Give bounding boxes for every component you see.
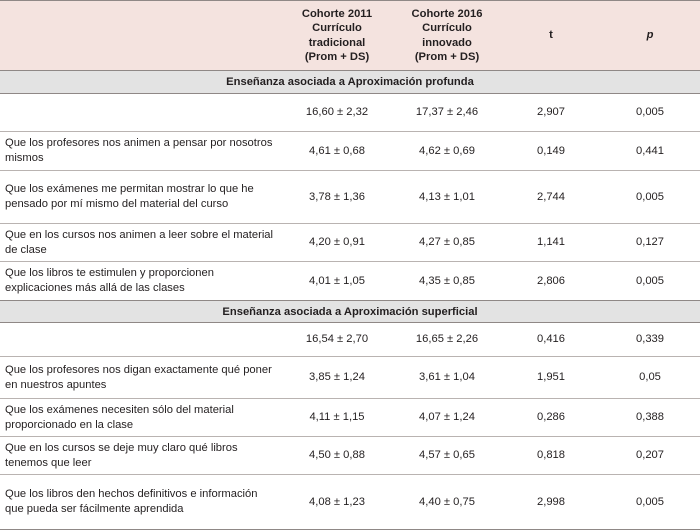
cell-p: 0,005 [636, 495, 664, 508]
cell-cohorte-2016: 16,65 ± 2,26 [415, 333, 479, 345]
cell-cohorte-2011: 4,61 ± 0,68 [309, 144, 365, 157]
cell-cohorte-2016: 4,62 ± 0,69 [419, 144, 475, 157]
table-row-total [0, 323, 700, 357]
cell-p: 0,005 [636, 190, 664, 203]
table-row [0, 262, 700, 300]
section-title-profunda: Enseñanza asociada a Aproximación profunda [0, 71, 700, 94]
header-cohorte-2011-line: tradicional [308, 36, 366, 49]
row-label: Que los profesores nos animen a pensar por nosotros mismos [5, 137, 273, 164]
cell-cohorte-2016: 4,57 ± 0,65 [419, 449, 475, 461]
cell-cohorte-2011: 3,85 ± 1,24 [309, 371, 365, 383]
cell-t: 2,744 [537, 190, 565, 203]
cell-cohorte-2011: 4,50 ± 0,88 [309, 449, 365, 461]
table-row [0, 437, 700, 475]
cell-t: 1,141 [537, 236, 565, 248]
cell-cohorte-2011: 3,78 ± 1,36 [309, 190, 365, 203]
header-cohorte-2016-line: innovado [422, 36, 472, 49]
header-t: t [549, 29, 553, 42]
cell-cohorte-2016: 4,07 ± 1,24 [419, 411, 475, 423]
header-cohorte-2016-line: Cohorte 2016 [411, 7, 483, 20]
cell-t: 0,818 [537, 449, 565, 461]
cell-t: 2,806 [537, 274, 565, 287]
cell-cohorte-2016: 4,13 ± 1,01 [419, 190, 475, 203]
header-cohorte-2011-line: (Prom + DS) [304, 51, 370, 63]
header-cohorte-2011 [282, 7, 392, 65]
row-label: Que los libros te estimulen y proporcionen explicaciones más allá de las clases [5, 267, 214, 294]
cell-t: 2,998 [537, 495, 565, 508]
cell-cohorte-2016: 17,37 ± 2,46 [415, 106, 479, 118]
cell-cohorte-2016: 4,40 ± 0,75 [419, 495, 475, 508]
section-title-superficial: Enseñanza asociada a Aproximación superficial [0, 300, 700, 323]
cell-p: 0,339 [636, 333, 664, 345]
cell-cohorte-2016: 3,61 ± 1,04 [419, 371, 475, 383]
header-cohorte-2011-line: Cohorte 2011 [301, 7, 373, 20]
cell-t: 0,149 [537, 144, 565, 157]
table-row [0, 171, 700, 224]
table-row [0, 224, 700, 262]
cell-cohorte-2011: 4,08 ± 1,23 [309, 495, 365, 508]
cell-cohorte-2011: 4,11 ± 1,15 [309, 411, 365, 423]
cell-cohorte-2011: 16,60 ± 2,32 [305, 106, 369, 118]
row-label: Que los exámenes me permitan mostrar lo que he pensado por mí mismo del material del curso [5, 183, 254, 210]
table-row [0, 357, 700, 399]
header-p: p [646, 29, 654, 42]
row-label: Que los exámenes necesiten sólo del material proporcionado en la clase [5, 403, 234, 431]
cell-p: 0,05 [639, 371, 661, 383]
cell-cohorte-2016: 4,27 ± 0,85 [419, 236, 475, 248]
cell-p: 0,388 [636, 411, 664, 423]
table-row [0, 475, 700, 529]
cell-cohorte-2011: 4,01 ± 1,05 [309, 274, 365, 287]
row-label: Que los profesores nos digan exactamente qué poner en nuestros apuntes [5, 363, 272, 391]
header-cohorte-2016-line: Currículo [422, 22, 472, 34]
cell-cohorte-2011: 16,54 ± 2,70 [305, 333, 369, 345]
row-label: Que en los cursos nos animen a leer sobre el material de clase [5, 228, 274, 256]
cell-t: 0,416 [537, 333, 565, 345]
cell-cohorte-2011: 4,20 ± 0,91 [309, 236, 365, 248]
cell-p: 0,005 [636, 274, 664, 287]
row-label: Que en los cursos se deje muy claro qué libros tenemos que leer [5, 441, 238, 469]
cell-cohorte-2016: 4,35 ± 0,85 [419, 274, 475, 287]
cell-t: 0,286 [537, 411, 565, 423]
cell-p: 0,005 [636, 106, 664, 118]
table-row [0, 132, 700, 171]
header-cohorte-2016 [392, 7, 502, 65]
header-cohorte-2011-line: Currículo [312, 22, 362, 34]
cell-p: 0,127 [636, 236, 664, 248]
header-cohorte-2016-line: (Prom + DS) [414, 51, 480, 63]
cell-p: 0,207 [636, 449, 664, 461]
cell-p: 0,441 [636, 144, 664, 157]
table-row [0, 399, 700, 437]
cell-t: 1,951 [537, 371, 565, 383]
cell-t: 2,907 [537, 106, 565, 118]
row-label: Que los libros den hechos definitivos e información que pueda ser fácilmente aprendida [5, 488, 258, 515]
table-header [0, 0, 700, 71]
table-row-total [0, 94, 700, 132]
